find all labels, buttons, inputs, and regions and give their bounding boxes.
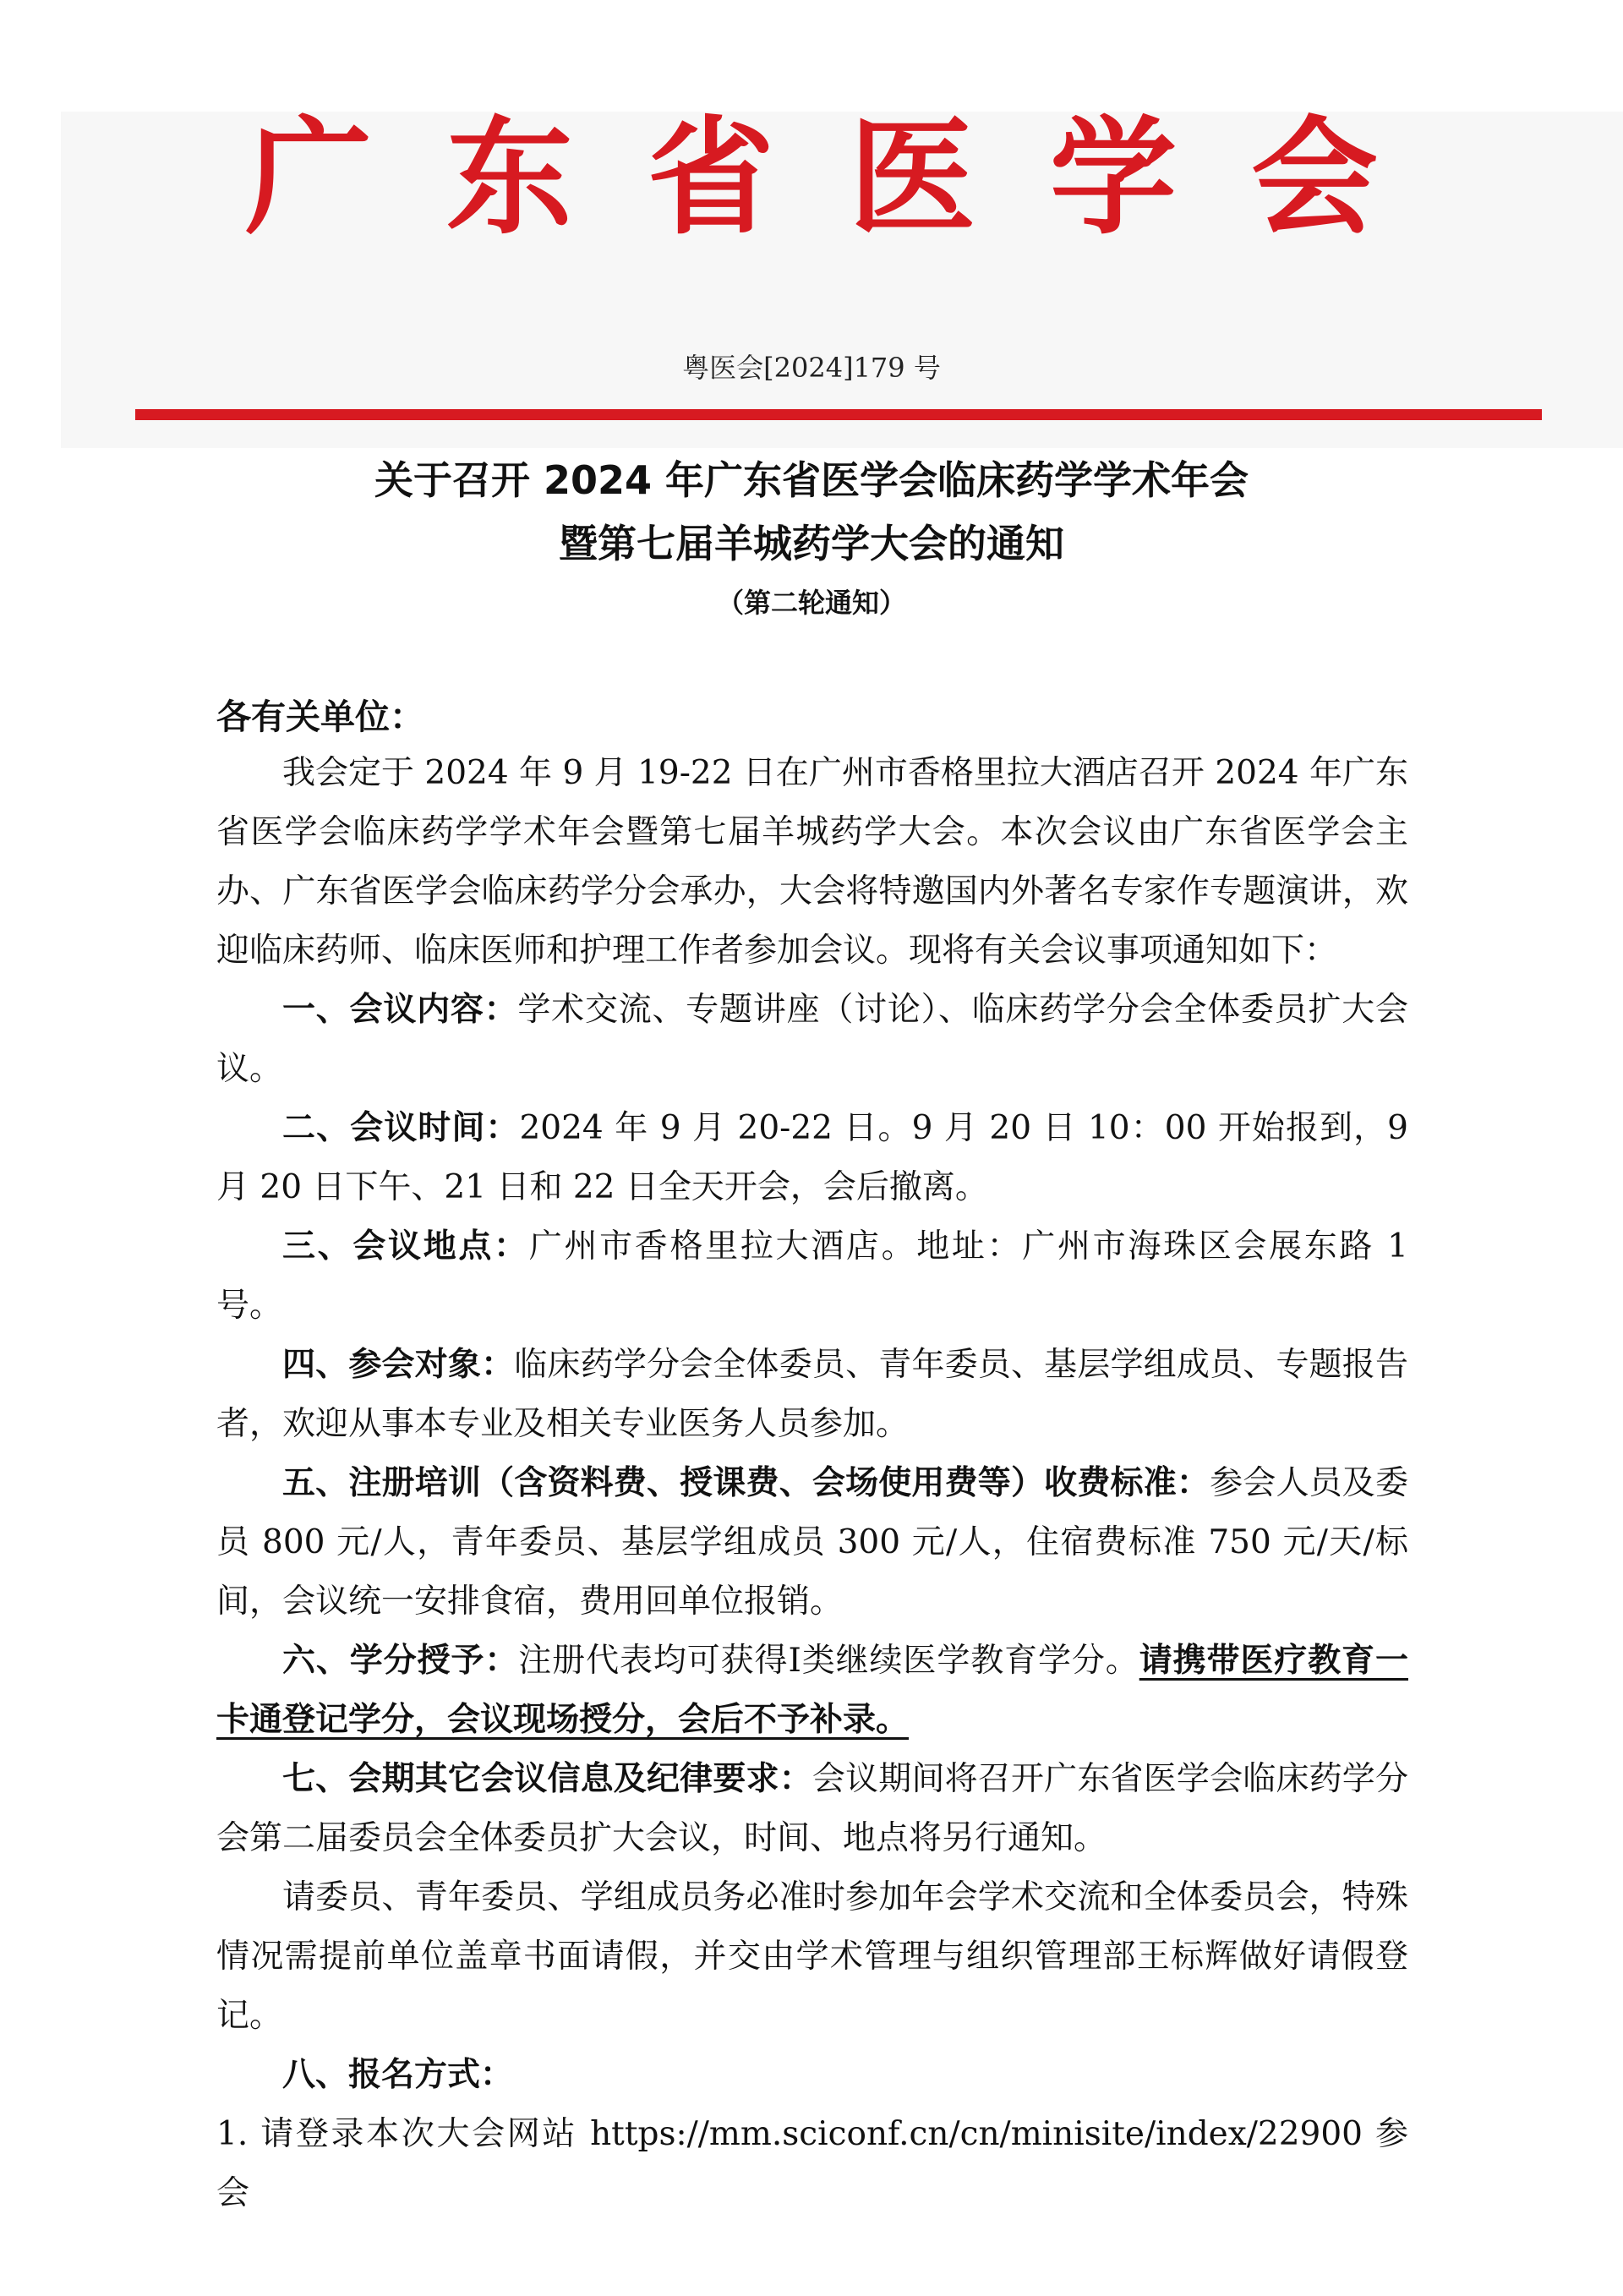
- registration-item-1: 1. 请登录本次大会网站 https://mm.sciconf.cn/cn/minisite/index/22900 参会: [216, 2115, 1408, 2212]
- section-text: 2024 年 9 月 20-22 日。9 月 20 日 10：00 开始报到，9 月 20 日下午、21 日和 22 日全天开会，会后撤离。: [216, 1109, 1408, 1206]
- org-name-char: 东: [445, 103, 573, 252]
- document-number: 粤医会[2024]179 号: [682, 352, 941, 384]
- section-heading: 六、学分授予：: [282, 1642, 519, 1680]
- org-name-char: 省: [647, 103, 774, 252]
- section-attendees: [216, 1336, 1408, 1454]
- section-text: 学术交流、专题讲座（讨论）、临床药学分会全体委员扩大会议。: [216, 991, 1408, 1088]
- section-heading: 三、会议地点：: [282, 1227, 529, 1266]
- section-heading: 七、会期其它会议信息及纪律要求：: [282, 1760, 812, 1798]
- letterhead-org-name: [0, 103, 1623, 252]
- notice-subtitle: （第二轮通知）: [716, 587, 906, 619]
- org-name-char: 医: [849, 103, 976, 252]
- section-heading: 一、会议内容：: [282, 991, 518, 1029]
- section-heading: 四、参会对象：: [282, 1346, 515, 1384]
- credits-emphasis: 请携带医疗教育一卡通登记学分，会议现场授分，会后不予补录。: [216, 1642, 1408, 1739]
- section-text: 广州市香格里拉大酒店。地址：广州市海珠区会展东路 1 号。: [216, 1227, 1408, 1325]
- section-heading: 二、会议时间：: [282, 1109, 520, 1147]
- org-name-char: 广: [244, 103, 372, 252]
- section-text: 会议期间将召开广东省医学会临床药学分会第二届委员会全体委员扩大会议，时间、地点将另行通知。: [216, 1760, 1408, 1857]
- section-heading: 八、报名方式：: [282, 2056, 514, 2094]
- section-time: [216, 1099, 1408, 1217]
- section-text: 注册代表均可获得Ⅰ类继续医学教育学分。: [518, 1642, 1139, 1680]
- notice-title-line-2: 暨第七届羊城药学大会的通知: [559, 521, 1064, 566]
- section-text: 参会人员及委员 800 元/人，青年委员、基层学组成员 300 元/人，住宿费标准 750 元/天/标间，会议统一安排食宿，费用回单位报销。: [216, 1464, 1408, 1621]
- section-fees: [216, 1454, 1408, 1632]
- section-text: 临床药学分会全体委员、青年委员、基层学组成员、专题报告者，欢迎从事本专业及相关专业医务人员参加。: [216, 1346, 1408, 1443]
- letterhead-divider: [135, 409, 1542, 420]
- section-credits: [216, 1632, 1408, 1750]
- section-registration: [216, 2046, 1408, 2105]
- notice-title-line-1: 关于召开 2024 年广东省医学会临床药学学术年会: [374, 457, 1249, 503]
- section-other-meetings: [216, 1750, 1408, 1868]
- intro-paragraph: 我会定于 2024 年 9 月 19-22 日在广州市香格里拉大酒店召开 2024 年广东省医学会临床药学学术年会暨第七届羊城药学大会。本次会议由广东省医学会主办、广东省医学会临床药学分会承办，大会将特邀国内外著名专家作专题演讲，欢迎临床药师、临床医师和护理工作者参加会议。现将有关会议事项通知如下：: [216, 754, 1408, 970]
- org-name-char: 会: [1251, 103, 1379, 252]
- section-venue: [216, 1217, 1408, 1336]
- section-content: [216, 981, 1408, 1099]
- salutation: 各有关单位：: [216, 697, 424, 737]
- notice-body: [216, 744, 1408, 2223]
- org-name-char: 学: [1050, 103, 1178, 252]
- discipline-paragraph: 请委员、青年委员、学组成员务必准时参加年会学术交流和全体委员会，特殊情况需提前单位盖章书面请假，并交由学术管理与组织管理部王标辉做好请假登记。: [216, 1878, 1408, 2035]
- section-heading: 五、注册培训（含资料费、授课费、会场使用费等）收费标准：: [282, 1464, 1210, 1502]
